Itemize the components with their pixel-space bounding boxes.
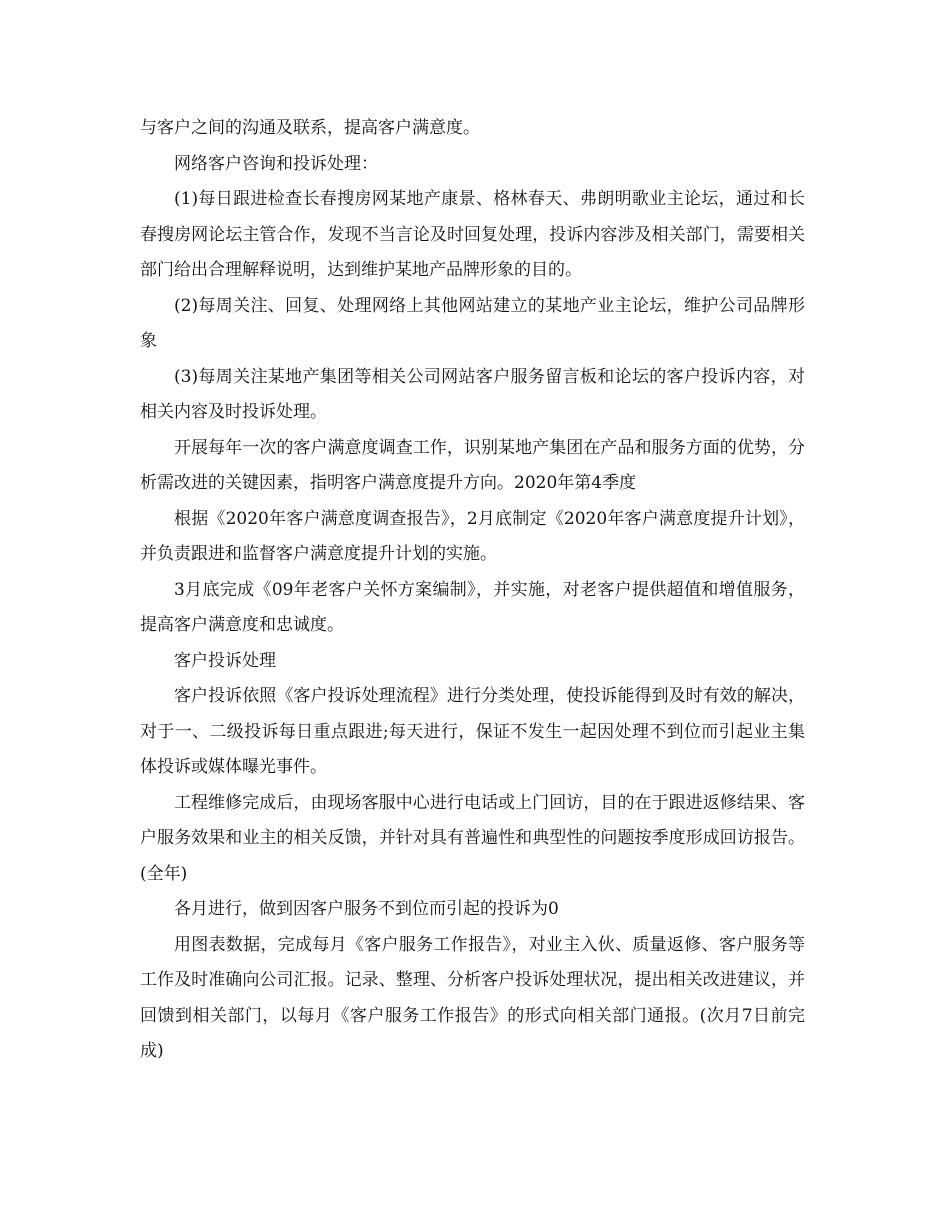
paragraph-8: 3月底完成《09年老客户关怀方案编制》，并实施，对老客户提供超值和增值服务，提高客户满意度和忠诚度。 <box>140 579 805 635</box>
paragraph-5: (3)每周关注某地产集团等相关公司网站客户服务留言板和论坛的客户投诉内容，对相关内容及时投诉处理。 <box>140 366 805 422</box>
paragraph-13: 用图表数据，完成每月《客户服务工作报告》，对业主入伙、质量返修、客户服务等工作及时准确向公司汇报。记录、整理、分析客户投诉处理状况，提出相关改进建议，并回馈到相关部门，以每月《客户服务工作报告》的形式向相关部门通报。(次月7日前完成) <box>140 934 805 1061</box>
paragraph-10: 客户投诉依照《客户投诉处理流程》进行分类处理，使投诉能得到及时有效的解决，对于一、二级投诉每日重点跟进;每天进行，保证不发生一起因处理不到位而引起业主集体投诉或媒体曝光事件。 <box>140 686 805 777</box>
paragraph-6: 开展每年一次的客户满意度调查工作，识别某地产集团在产品和服务方面的优势，分析需改进的关键因素，指明客户满意度提升方向。2020年第4季度 <box>140 437 805 493</box>
paragraph-3: (1)每日跟进检查长春搜房网某地产康景、格林春天、弗朗明歌业主论坛，通过和长春搜房网论坛主管合作，发现不当言论及时回复处理，投诉内容涉及相关部门，需要相关部门给出合理解释说明，达到维护某地产品牌形象的目的。 <box>140 189 805 280</box>
paragraph-12: 各月进行，做到因客户服务不到位而引起的投诉为0 <box>174 899 559 919</box>
paragraph-7: 根据《2020年客户满意度调查报告》，2月底制定《2020年客户满意度提升计划》，并负责跟进和监督客户满意度提升计划的实施。 <box>140 508 805 564</box>
paragraph-9: 客户投诉处理 <box>174 650 276 671</box>
paragraph-1: 与客户之间的沟通及联系，提高客户满意度。 <box>140 118 480 138</box>
paragraph-11: 工程维修完成后，由现场客服中心进行电话或上门回访，目的在于跟进返修结果、客户服务效果和业主的相关反馈，并针对具有普遍性和典型性的问题按季度形成回访报告。(全年) <box>140 792 805 884</box>
document-body <box>140 111 805 1070</box>
paragraph-4: (2)每周关注、回复、处理网络上其他网站建立的某地产业主论坛，维护公司品牌形象 <box>140 295 805 351</box>
paragraph-2: 网络客户咨询和投诉处理： <box>174 153 378 174</box>
